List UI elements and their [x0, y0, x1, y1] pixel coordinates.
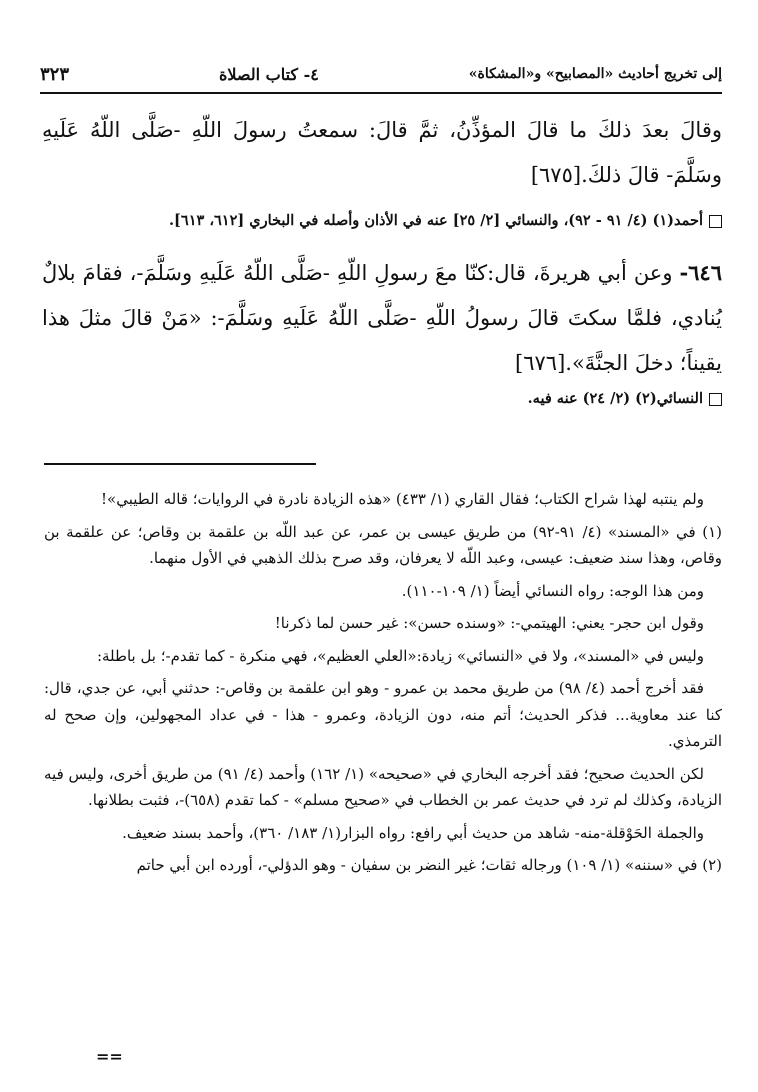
footnote-paragraph: ولم ينتبه لهذا شراح الكتاب؛ فقال القاري (١/ ٤٣٣) «هذه الزيادة نادرة في الروايات؛ قاله الطيبي»! — [101, 490, 704, 508]
continuation-mark: == — [96, 1047, 123, 1066]
footnote-paragraph: (١) في «المسند» (٤/ ٩١-٩٢) من طريق عيسى بن عمر، عن عبد اللّه بن علقمة بن وقاص؛ عن علقمة بن وقاص، وهذا سند ضعيف: عيسى، وعبد اللّه لا يعرفان، وقد صرح بذلك الذهبي في الأول منهما. — [44, 522, 722, 567]
square-bullet-icon — [709, 393, 722, 406]
footnote-paragraph: وقول ابن حجر- يعني: الهيتمي-: «وسنده حسن»: غير حسن لما ذكرنا! — [274, 614, 704, 632]
running-book-title: إلى تخريج أحاديث «المصابيح» و«المشكاة» — [468, 66, 722, 82]
footnote-paragraph: لكن الحديث صحيح؛ فقد أخرجه البخاري في «صحيحه» (١/ ١٦٢) وأحمد (٤/ ٩١) من طريق أخرى، وليس فيه الزيادة، وكذلك لم ترد في حديث عمر بن الخطاب في «صحيح مسلم» - كما تقدم (٦٥٨)-، فثبت بطلانها. — [44, 764, 722, 809]
footnote-paragraph: وليس في «المسند»، ولا في «النسائي» زيادة:«العلي العظيم»، فهي منكرة - كما تقدم-؛ بل باطلة: — [96, 646, 704, 665]
hadith-675-text: وقالَ بعدَ ذلكَ ما قالَ المؤذِّنُ، ثمَّ قالَ: سمعتُ رسولَ اللّهِ -صَلَّى اللّهُ عَلَيهِ وسَلَّمَ- قالَ ذلكَ.[٦٧٥] — [42, 118, 722, 187]
hadith-676-source-text: النسائي(٢) (٢/ ٢٤) عنه فيه. — [527, 390, 703, 407]
hadith-number: ٦٤٦- — [679, 260, 722, 285]
footnote-paragraph: والجملة الحَوْقلة-منه- شاهد من حديث أبي رافع: رواه البزار(١/ ١٨٣/ ٣٦٠)، وأحمد بسند ضعيف. — [122, 823, 704, 842]
hadith-676-body: وعن أبي هريرةَ، قال:كنّا معَ رسولِ اللّهِ -صَلَّى اللّهُ عَلَيهِ وسَلَّمَ-، فقامَ بلالٌ يُنادي، فلمَّا سكتَ قالَ رسولُ اللّهِ -صَلَّى اللّهُ عَلَيهِ وسَلَّمَ-: «مَنْ قالَ مثلَ هذا يقيناً؛ دخلَ الجنَّةَ».[٦٧٦] — [42, 261, 722, 375]
hadith-676-source — [42, 388, 722, 410]
page-header — [40, 58, 722, 90]
page-number: ٣٢٣ — [40, 63, 70, 85]
footnote-paragraph: ومن هذا الوجه: رواه النسائي أيضاً (١/ ١٠٩-١١٠). — [401, 581, 704, 600]
footnotes — [44, 486, 722, 885]
footnote-divider — [44, 463, 316, 465]
square-bullet-icon — [709, 215, 722, 228]
footnote-paragraph: (٢) في «سننه» (١/ ١٠٩) ورجاله ثقات؛ غير النضر بن سفيان - وهو الدؤلي-، أورده ابن أبي حاتم — [136, 856, 722, 874]
footnote-paragraph: فقد أخرج أحمد (٤/ ٩٨) من طريق محمد بن عمرو - وهو ابن علقمة بن وقاص-: حدثني أبي، عن جدي، قال: كنا عند معاوية... فذكر الحديث؛ أتم منه، دون الزيادة، وعمرو - هذا - في عداد المجهولين، وإن صحح له الترمذي. — [44, 679, 722, 750]
header-divider — [40, 92, 722, 94]
running-chapter-title: ٤- كتاب الصلاة — [218, 64, 319, 84]
hadith-675-source — [42, 210, 722, 232]
main-text — [42, 108, 722, 428]
hadith-675-source-text: أحمد(١) (٤/ ٩١ - ٩٢)، والنسائي [٢/ ٢٥] عنه في الأذان وأصله في البخاري [٦١٢، ٦١٣]. — [168, 212, 703, 229]
hadith-676-text — [42, 250, 722, 386]
